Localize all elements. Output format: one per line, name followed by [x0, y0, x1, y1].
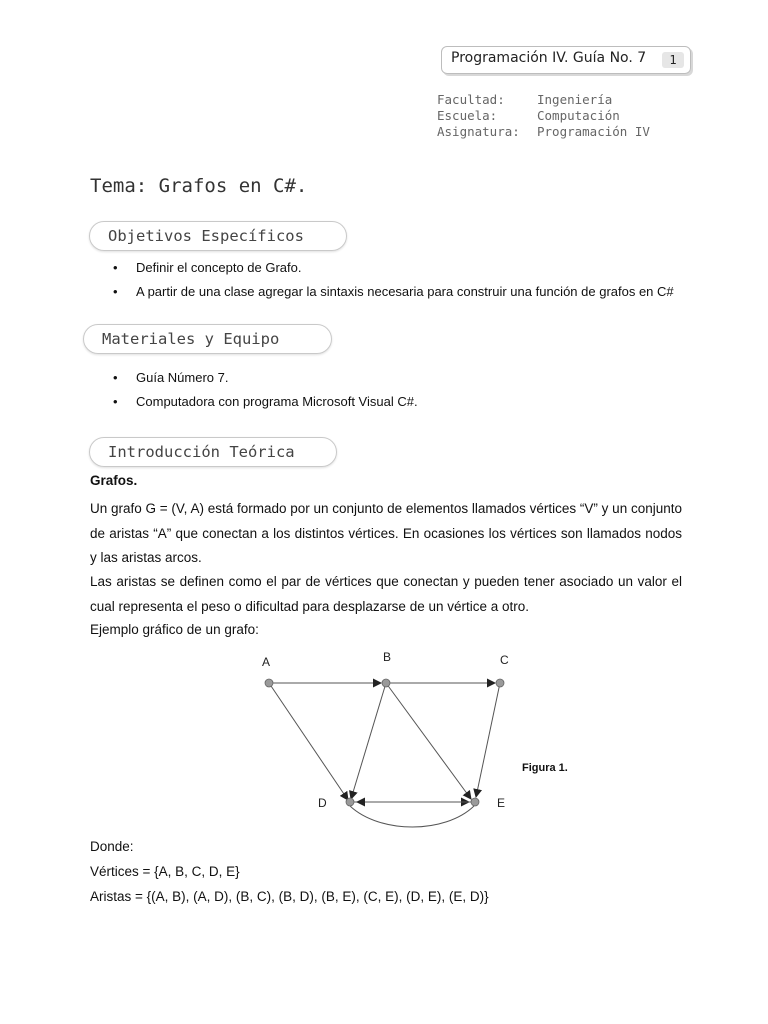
node-c — [496, 679, 504, 687]
paragraph-weights: Las aristas se definen como el par de vértices que conectan y pueden tener asociado un valor el cual representa el peso o dificultad para desplazarse de un vértice a otro. — [90, 574, 682, 614]
node-label-d: D — [318, 796, 327, 810]
node-label-b: B — [383, 650, 392, 664]
edge-b-d — [351, 683, 386, 799]
meta-value: Ingeniería — [537, 92, 613, 107]
list-item — [110, 259, 674, 283]
node-d — [346, 798, 354, 806]
list-item — [110, 283, 674, 307]
list-item-text: Computadora con programa Microsoft Visual C#. — [136, 394, 418, 409]
meta-key: Escuela: — [437, 108, 498, 123]
example-label: Ejemplo gráfico de un grafo: — [90, 622, 259, 637]
section-introduccion-title: Introducción Teórica — [89, 437, 337, 467]
paragraph-definition: Un grafo G = (V, A) está formado por un conjunto de elementos llamados vértices “V” y un conjunto de aristas “A” que conectan a los distintos vértices. En ocasiones los vértices son llamados nodos y las aristas arcos. — [90, 501, 682, 565]
graph-figure — [240, 644, 530, 834]
list-item-text: Definir el concepto de Grafo. — [136, 260, 302, 275]
list-item-text: A partir de una clase agregar la sintaxis necesaria para construir una función de grafos en C# — [136, 284, 674, 299]
node-b — [382, 679, 390, 687]
meta-key: Facultad: — [437, 92, 505, 107]
node-a — [265, 679, 273, 687]
aristas-set: Aristas = {(A, B), (A, D), (B, C), (B, D), (B, E), (C, E), (D, E), (E, D)} — [90, 889, 489, 904]
edge-b-e — [386, 683, 471, 799]
node-e — [471, 798, 479, 806]
objetivos-list — [110, 259, 674, 307]
donde-label: Donde: — [90, 839, 134, 854]
meta-value: Computación — [537, 108, 620, 123]
edge-curve-d-e — [350, 806, 474, 827]
bullet-icon: • — [113, 284, 118, 299]
guide-title: Programación IV. Guía No. 7 — [451, 50, 647, 66]
section-objetivos-title: Objetivos Específicos — [89, 221, 347, 251]
list-item-text: Guía Número 7. — [136, 370, 229, 385]
bullet-icon: • — [113, 370, 118, 385]
list-item — [110, 393, 418, 417]
node-label-a: A — [262, 655, 271, 669]
list-item — [110, 369, 418, 393]
meta-key: Asignatura: — [437, 124, 520, 139]
meta-row-asignatura — [437, 124, 650, 140]
meta-row-escuela — [437, 108, 650, 124]
topic-title: Tema: Grafos en C#. — [90, 175, 308, 197]
meta-row-facultad — [437, 92, 650, 108]
course-meta — [437, 92, 650, 140]
edge-a-d — [269, 683, 348, 800]
page-number: 1 — [662, 52, 684, 68]
meta-value: Programación IV — [537, 124, 650, 139]
vertices-set: Vértices = {A, B, C, D, E} — [90, 864, 240, 879]
materiales-list — [110, 369, 418, 417]
grafos-heading: Grafos. — [90, 473, 138, 488]
section-materiales-title: Materiales y Equipo — [83, 324, 332, 354]
edge-c-e — [476, 683, 500, 797]
node-label-c: C — [500, 653, 509, 667]
bullet-icon: • — [113, 394, 118, 409]
node-label-e: E — [497, 796, 506, 810]
guide-header-box — [441, 46, 691, 74]
bullet-icon: • — [113, 260, 118, 275]
figure-caption: Figura 1. — [522, 762, 568, 774]
